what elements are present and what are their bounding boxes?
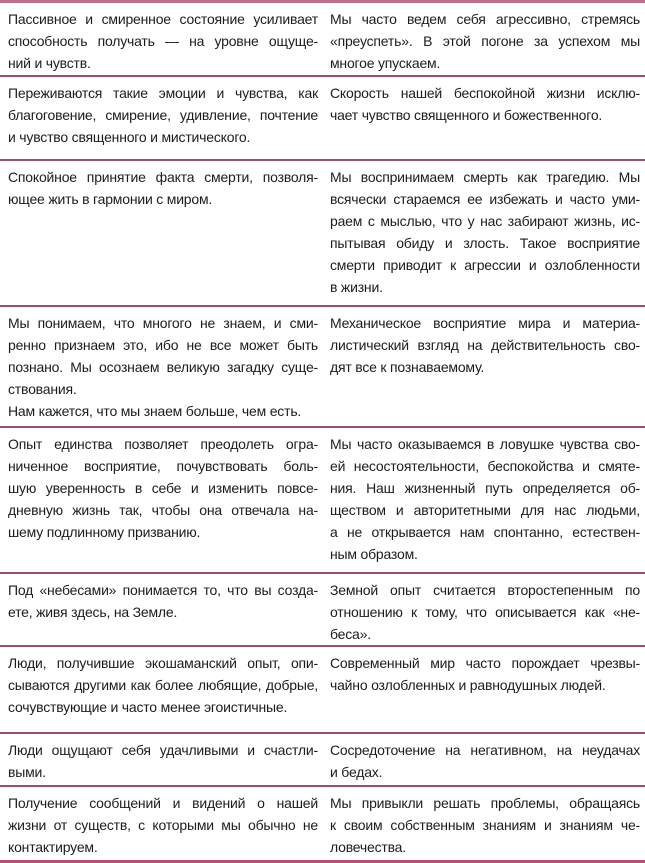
- right-column-cell: [330, 647, 640, 732]
- text-line: Мы привыкли решать проблемы, обращаясь: [330, 795, 640, 811]
- table-row: [0, 645, 645, 732]
- text-line: выми.: [8, 764, 46, 780]
- text-line: пытывая обиду и злость. Такое восприятие: [330, 235, 640, 251]
- text-line: в жизни.: [330, 279, 383, 295]
- table-row: [0, 159, 645, 305]
- text-line: благоговение, смирение, удивление, почтение: [8, 107, 318, 123]
- text-line: Сосредоточение на негативном, на неудачах: [330, 742, 640, 758]
- table-row: [0, 426, 645, 572]
- text-line: Скорость нашей беспокойной жизни исклю-: [330, 85, 640, 101]
- left-column-cell: [8, 647, 318, 732]
- left-column-cell: [8, 161, 318, 305]
- left-column-cell: [8, 574, 318, 645]
- comparison-table: [0, 3, 645, 858]
- text-line: смерти приводит к агрессии и озлобленности: [330, 257, 640, 273]
- text-line: шую уверенность в себе и изменить повсе-: [8, 480, 318, 496]
- right-column-cell: [330, 574, 640, 645]
- table-row: [0, 732, 645, 785]
- left-column-cell: [8, 734, 318, 785]
- text-line: Опыт единства позволяет преодолеть огра-: [8, 436, 318, 452]
- text-line: ете, живя здесь, на Земле.: [8, 604, 178, 620]
- text-line: Мы воспринимаем смерть как трагедию. Мы: [330, 169, 640, 185]
- text-line: раем с мыслью, что у нас забирают жизнь, ис-: [330, 213, 640, 229]
- text-line: ным образом.: [330, 546, 418, 562]
- text-line: и чувство священного и мистического.: [8, 129, 251, 145]
- text-line: Переживаются такие эмоции и чувства, как: [8, 85, 318, 101]
- text-line: а не открывается нам спонтанно, естествен-: [330, 524, 640, 540]
- text-line: и бедах.: [330, 764, 383, 780]
- text-line: Люди, получившие экошаманский опыт, опи-: [8, 655, 318, 671]
- text-line: многое упускаем.: [330, 55, 441, 71]
- text-line: ществом и авторитетными для нас людьми,: [330, 502, 640, 518]
- text-line: Мы часто ведем себя агрессивно, стремясь: [330, 11, 640, 27]
- text-line: чайно озлобленных и равнодушных людей.: [330, 677, 606, 693]
- text-line: ния. Наш жизненный путь определяется об-: [330, 480, 640, 496]
- left-column-cell: [8, 3, 318, 75]
- text-line: Спокойное принятие факта смерти, позволя-: [8, 169, 318, 185]
- text-line: Нам кажется, что мы знаем больше, чем есть.: [8, 403, 302, 419]
- text-line: ствования.: [8, 381, 77, 397]
- text-line: Люди ощущают себя удачливыми и счастли-: [8, 742, 318, 758]
- text-line: познано. Мы осознаем великую загадку суще-: [8, 359, 318, 375]
- text-line: Механическое восприятие мира и материа-: [330, 315, 640, 331]
- right-column-cell: [330, 161, 640, 305]
- text-line: Земной опыт считается второстепенным по: [330, 582, 640, 598]
- text-line: Под «небесами» понимается то, что вы созда-: [8, 582, 318, 598]
- right-column-cell: [330, 307, 640, 426]
- text-line: ющее жить в гармонии с миром.: [8, 191, 213, 207]
- right-column-cell: [330, 77, 640, 159]
- text-line: чает чувство священного и божественного.: [330, 107, 603, 123]
- table-row: [0, 785, 645, 858]
- text-line: листический взгляд на действительность сво-: [330, 337, 640, 353]
- table-row: [0, 3, 645, 75]
- left-column-cell: [8, 77, 318, 159]
- text-line: сываются другими как более любящие, добрые,: [8, 677, 318, 693]
- text-line: сочувствующие и часто менее эгоистичные.: [8, 699, 288, 715]
- text-line: шему подлинному призванию.: [8, 524, 201, 540]
- text-line: Современный мир часто порождает чрезвы-: [330, 655, 640, 671]
- text-line: ний и чувств.: [8, 55, 91, 71]
- text-line: Пассивное и смиренное состояние усиливает: [8, 11, 318, 27]
- text-line: всячески стараемся ее избежать и часто уми-: [330, 191, 640, 207]
- table-row: [0, 75, 645, 159]
- text-line: Мы часто оказываемся в ловушке чувства сво-: [330, 436, 640, 452]
- text-line: дневную жизнь так, чтобы она отвечала на-: [8, 502, 318, 518]
- text-line: ниченное восприятие, почувствовать боль-: [8, 458, 318, 474]
- text-line: жизни от существ, с которыми мы обычно не: [8, 817, 318, 833]
- text-line: ренно признаем это, ибо не все может быть: [8, 337, 318, 353]
- left-column-cell: [8, 307, 318, 426]
- text-line: ловечества.: [330, 839, 406, 855]
- text-line: беса».: [330, 626, 371, 642]
- text-line: ей несостоятельности, беспокойства и смяте-: [330, 458, 640, 474]
- table-row: [0, 305, 645, 426]
- right-column-cell: [330, 734, 640, 785]
- text-line: контактируем.: [8, 839, 98, 855]
- left-column-cell: [8, 428, 318, 572]
- table-row: [0, 572, 645, 645]
- text-line: отношению к тому, что описывается как «не-: [330, 604, 640, 620]
- text-line: «преуспеть». В этой погоне за успехом мы: [330, 33, 640, 49]
- text-line: к своим собственным знаниям и знаниям че-: [330, 817, 640, 833]
- right-column-cell: [330, 787, 640, 858]
- right-column-cell: [330, 3, 640, 75]
- text-line: Мы понимаем, что многого не знаем, и сми-: [8, 315, 318, 331]
- text-line: дят все к познаваемому.: [330, 359, 485, 375]
- text-line: способность получать — на уровне ощуще-: [8, 33, 318, 49]
- text-line: Получение сообщений и видений о нашей: [8, 795, 318, 811]
- left-column-cell: [8, 787, 318, 858]
- right-column-cell: [330, 428, 640, 572]
